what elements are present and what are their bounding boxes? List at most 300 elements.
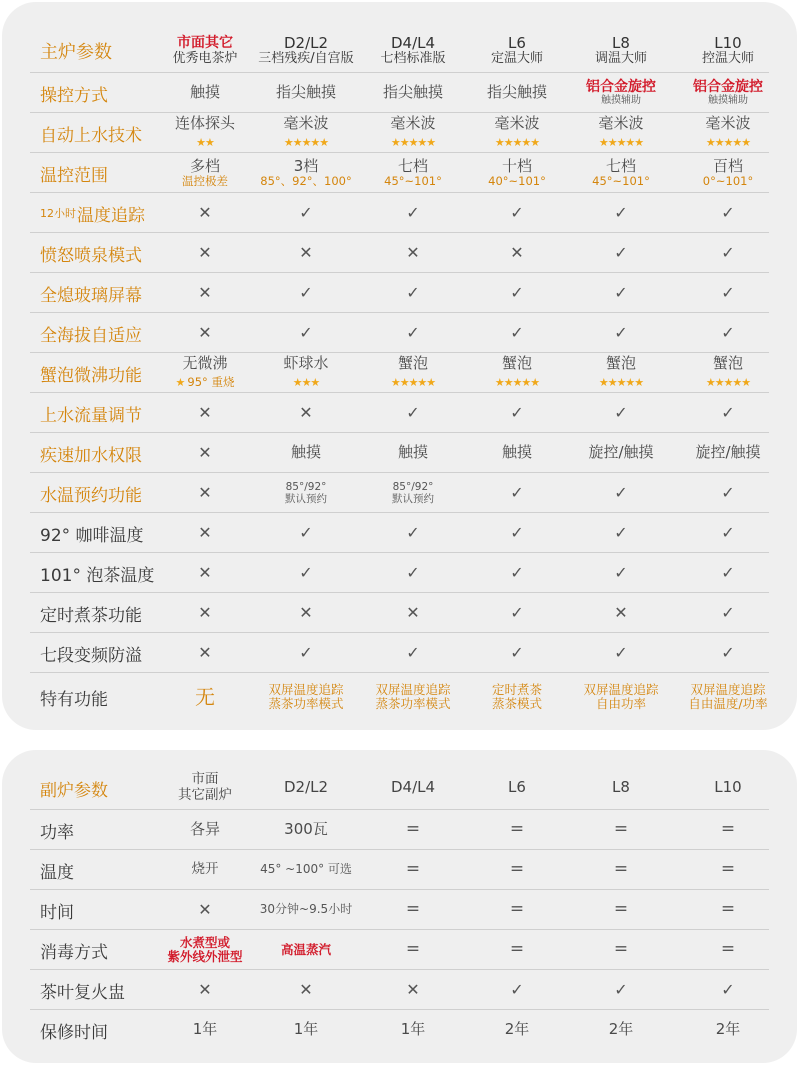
sub-cell (465, 810, 569, 850)
check-icon: ✓ (299, 322, 313, 342)
main-cell (465, 553, 569, 593)
cross-icon: ✕ (198, 202, 212, 222)
row-label (40, 633, 142, 673)
feature-line: 双屏温度追踪 (375, 681, 451, 697)
main-column-header (254, 32, 358, 70)
cell-subvalue: 40°~101° (488, 174, 546, 189)
check-icon: ✓ (299, 202, 313, 222)
main-cell (569, 473, 673, 513)
main-cell (254, 633, 358, 673)
equal-icon: = (613, 819, 629, 840)
row-label-text: 温度追踪 (77, 205, 145, 226)
check-icon: ✓ (299, 522, 313, 542)
main-cell (465, 473, 569, 513)
star-icon: ★★★★★ (390, 136, 436, 150)
star-icon: ★★★★★ (283, 136, 329, 150)
row-label-text: 愤怒喷泉模式 (40, 245, 142, 266)
check-icon: ✓ (510, 642, 524, 662)
main-row (30, 632, 769, 673)
cell-value: 烧开 (191, 861, 219, 878)
check-icon: ✓ (721, 482, 735, 502)
row-label (40, 593, 142, 633)
main-cell (465, 233, 569, 273)
check-icon: ✓ (614, 282, 628, 302)
sub-column-header (569, 768, 673, 808)
cross-icon: ✕ (406, 242, 420, 262)
equal-icon: = (509, 939, 525, 960)
star-icon: ★★★★★ (598, 136, 644, 150)
main-cell (254, 233, 358, 273)
cell-value: 旋控/触摸 (588, 443, 654, 462)
cross-icon: ✕ (198, 282, 212, 302)
sub-cell (569, 810, 673, 850)
cell-value: 铝合金旋控 (586, 79, 656, 96)
sub-cell (569, 970, 673, 1010)
main-cell (569, 593, 673, 633)
star-rating (599, 132, 643, 150)
cross-icon: ✕ (299, 979, 313, 999)
sub-cell (569, 890, 673, 930)
cell-value: 触摸 (189, 83, 220, 102)
feature-line: 自由功率 (595, 696, 646, 711)
column-header-line2: 控温大师 (701, 51, 754, 67)
star-icon: ★★★★★ (705, 136, 751, 150)
check-icon: ✓ (721, 562, 735, 582)
main-cell (361, 313, 465, 353)
check-icon: ✓ (721, 402, 735, 422)
main-row (30, 352, 769, 393)
main-cell (361, 113, 465, 153)
column-header-line1: L8 (612, 33, 630, 52)
sub-cell (676, 810, 780, 850)
main-cell (361, 233, 465, 273)
check-icon: ✓ (721, 242, 735, 262)
sub-cell (676, 890, 780, 930)
main-row (30, 472, 769, 513)
row-label-text: 全海拔自适应 (40, 325, 142, 346)
feature-line: 蒸茶功率模式 (375, 696, 451, 711)
cell-subvalue: 触摸辅助 (708, 95, 748, 107)
cross-icon: ✕ (198, 979, 212, 999)
cell-subvalue: 85°、92°、100° (260, 174, 352, 189)
check-icon: ✓ (510, 482, 524, 502)
sub-cell (254, 930, 358, 970)
cross-icon: ✕ (198, 562, 212, 582)
row-label-text: 水温预约功能 (40, 485, 142, 506)
check-icon: ✓ (510, 979, 524, 999)
sub-cell (254, 970, 358, 1010)
main-row (30, 592, 769, 633)
star-icon: ★ (175, 376, 185, 390)
row-label-text: 蟹泡微沸功能 (40, 365, 142, 386)
check-icon: ✓ (614, 642, 628, 662)
main-cell (676, 193, 780, 233)
equal-icon: = (613, 899, 629, 920)
cross-icon: ✕ (406, 979, 420, 999)
row-label-text: 操控方式 (40, 85, 108, 106)
cell-value: 七档 (605, 156, 636, 175)
sub-cell (465, 890, 569, 930)
cell-value: 1年 (192, 1020, 218, 1039)
equal-icon: = (720, 819, 736, 840)
row-label (40, 473, 142, 513)
star-icon: ★★★★★ (390, 376, 436, 390)
check-icon: ✓ (406, 322, 420, 342)
main-cell (676, 73, 780, 113)
star-icon: ★★★★★ (598, 376, 644, 390)
star-rating (706, 132, 750, 150)
cell-value: 300瓦 (284, 820, 328, 839)
sub-cell (254, 850, 358, 890)
column-header-line1: D2/L2 (283, 778, 329, 797)
main-column-header (361, 32, 465, 70)
cross-icon: ✕ (198, 602, 212, 622)
cell-subvalue: 触摸辅助 (601, 95, 641, 107)
main-column-header (465, 32, 569, 70)
main-row (30, 152, 769, 193)
main-cell (254, 593, 358, 633)
sub-row (30, 849, 769, 890)
check-icon: ✓ (721, 322, 735, 342)
main-cell (153, 153, 257, 193)
main-cell (153, 233, 257, 273)
cell-value: 蟹泡 (712, 354, 743, 373)
row-label-text: 特有功能 (40, 689, 108, 710)
check-icon: ✓ (614, 202, 628, 222)
main-cell (361, 513, 465, 553)
main-cell (676, 113, 780, 153)
cell-value: 3档 (293, 156, 319, 175)
check-icon: ✓ (510, 602, 524, 622)
main-cell (676, 313, 780, 353)
main-cell (361, 553, 465, 593)
main-cell (254, 193, 358, 233)
cell-value: 触摸 (397, 443, 428, 462)
main-cell (254, 393, 358, 433)
cross-icon: ✕ (510, 242, 524, 262)
cell-value: 无 (195, 684, 215, 709)
disinfect-line: 水煮型或 (179, 934, 230, 950)
sub-cell (361, 1010, 465, 1050)
star-rating (196, 132, 214, 150)
star-icon: ★★★★★ (494, 136, 540, 150)
row-label-text: 92° 咖啡温度 (40, 525, 144, 546)
main-cell (569, 273, 673, 313)
row-label: 时间 (40, 902, 74, 923)
main-row (30, 392, 769, 433)
cell-value: 铝合金旋控 (693, 79, 763, 96)
main-header-row (30, 32, 769, 70)
star-rating (706, 372, 750, 390)
cell-value: 2年 (608, 1020, 634, 1039)
main-cell (465, 353, 569, 393)
cell-value: 旋控/触摸 (695, 443, 761, 462)
cell-value: 毫米波 (283, 114, 329, 133)
main-cell (569, 353, 673, 393)
check-icon: ✓ (406, 562, 420, 582)
sub-row (30, 889, 769, 930)
cell-value: 多档 (189, 156, 220, 175)
cell-subvalue: 默认预约 (285, 493, 327, 505)
sub-cell (153, 850, 257, 890)
cell-value: 触摸 (290, 443, 321, 462)
cross-icon: ✕ (198, 482, 212, 502)
main-cell (465, 513, 569, 553)
main-cell (676, 633, 780, 673)
cell-value: 触摸 (501, 443, 532, 462)
cell-value: 毫米波 (598, 114, 644, 133)
cell-value: 百档 (712, 156, 743, 175)
cell-value: 毫米波 (390, 114, 436, 133)
sub-column-header (254, 768, 358, 808)
main-cell (569, 433, 673, 473)
column-header-line1: L6 (508, 778, 526, 797)
row-label (40, 233, 142, 273)
main-cell (254, 553, 358, 593)
equal-icon: = (509, 899, 525, 920)
check-icon: ✓ (510, 282, 524, 302)
sub-cell (153, 810, 257, 850)
sub-column-header (361, 768, 465, 808)
row-label-text: 温控范围 (40, 165, 108, 186)
main-cell (465, 73, 569, 113)
cell-value: 指尖触摸 (275, 83, 336, 102)
column-header-line1: D4/L4 (390, 33, 436, 52)
cell-value: 指尖触摸 (486, 83, 547, 102)
cell-value: 无微沸 (182, 354, 228, 373)
cell-value: 毫米波 (494, 114, 540, 133)
star-rating (293, 372, 320, 390)
row-label (40, 113, 142, 153)
main-cell (465, 273, 569, 313)
cross-icon: ✕ (198, 642, 212, 662)
main-cell (254, 513, 358, 553)
main-column-header (676, 32, 780, 70)
star-icon: ★★★ (292, 376, 320, 390)
main-cell (569, 513, 673, 553)
star-icon: ★★★★★ (494, 376, 540, 390)
feature-line: 蒸茶模式 (491, 696, 542, 711)
row-label: 温度 (40, 862, 74, 883)
check-icon: ✓ (510, 402, 524, 422)
row-label-text: 上水流量调节 (40, 405, 142, 426)
check-icon: ✓ (510, 322, 524, 342)
main-cell (153, 593, 257, 633)
row-label (40, 393, 142, 433)
equal-icon: = (613, 939, 629, 960)
check-icon: ✓ (614, 402, 628, 422)
main-cell (676, 553, 780, 593)
check-icon: ✓ (614, 482, 628, 502)
check-icon: ✓ (406, 402, 420, 422)
main-cell (153, 633, 257, 673)
sub-cell (465, 970, 569, 1010)
main-cell (676, 433, 780, 473)
main-cell (361, 473, 465, 513)
cell-value: 蟹泡 (605, 354, 636, 373)
check-icon: ✓ (721, 282, 735, 302)
main-cell (569, 233, 673, 273)
main-cell (361, 593, 465, 633)
sub-cell (676, 1010, 780, 1050)
star-rating (391, 372, 435, 390)
main-row (30, 192, 769, 233)
feature-line: 定时煮茶 (491, 681, 542, 697)
equal-icon: = (720, 859, 736, 880)
main-cell (465, 433, 569, 473)
row-label (40, 353, 142, 393)
check-icon: ✓ (614, 322, 628, 342)
cell-value: 2年 (715, 1020, 741, 1039)
main-row (30, 552, 769, 593)
check-icon: ✓ (614, 562, 628, 582)
row-label-text: 101° 泡茶温度 (40, 565, 155, 586)
main-cell (676, 353, 780, 393)
sub-cell (361, 810, 465, 850)
main-cell (153, 673, 257, 721)
main-cell (569, 113, 673, 153)
row-label: 功率 (40, 822, 74, 843)
equal-icon: = (405, 819, 421, 840)
cell-value: 毫米波 (705, 114, 751, 133)
main-cell (153, 313, 257, 353)
main-cell (676, 513, 780, 553)
sub-cell (361, 930, 465, 970)
cell-subvalue: 85°/92° (285, 480, 327, 493)
main-cell (153, 353, 257, 393)
equal-icon: = (405, 899, 421, 920)
sub-column-header (676, 768, 780, 808)
check-icon: ✓ (510, 522, 524, 542)
row-label-text: 自动上水技术 (40, 125, 142, 146)
main-column-header (153, 32, 257, 70)
star-icon: ★★★★★ (705, 376, 751, 390)
cell-value: 2年 (504, 1020, 530, 1039)
column-header-line1: D2/L2 (283, 33, 329, 52)
sub-cell (254, 1010, 358, 1050)
main-furnace-panel (2, 2, 797, 730)
main-cell (254, 433, 358, 473)
main-cell (153, 73, 257, 113)
check-icon: ✓ (299, 642, 313, 662)
check-icon: ✓ (299, 282, 313, 302)
cell-subvalue: 85°/92° (392, 480, 434, 493)
row-label (40, 193, 145, 233)
equal-icon: = (405, 859, 421, 880)
sub-row (30, 1009, 769, 1050)
star-icon: ★★ (196, 136, 214, 150)
cross-icon: ✕ (198, 442, 212, 462)
cell-subvalue: 45°~101° (384, 174, 442, 189)
star-rating (284, 132, 328, 150)
star-rating (391, 132, 435, 150)
cross-icon: ✕ (198, 322, 212, 342)
column-header-line1: L8 (612, 778, 630, 797)
main-column-header (569, 32, 673, 70)
main-cell (254, 313, 358, 353)
sub-header-row (30, 768, 769, 808)
main-cell (569, 633, 673, 673)
check-icon: ✓ (721, 602, 735, 622)
main-cell (254, 353, 358, 393)
main-cell (465, 313, 569, 353)
sub-cell (569, 1010, 673, 1050)
main-cell (569, 553, 673, 593)
cell-value: 蟹泡 (397, 354, 428, 373)
column-header-line2: 调温大师 (594, 51, 647, 67)
main-cell (465, 593, 569, 633)
main-cell (569, 73, 673, 113)
main-cell (153, 273, 257, 313)
sub-column-header (153, 768, 257, 808)
star-rating (599, 372, 643, 390)
cross-icon: ✕ (299, 402, 313, 422)
main-cell (361, 73, 465, 113)
cell-value: 各异 (189, 820, 220, 839)
main-cell (676, 673, 780, 721)
check-icon: ✓ (614, 979, 628, 999)
column-header-line1: L10 (714, 778, 742, 797)
check-icon: ✓ (406, 522, 420, 542)
main-row (30, 72, 769, 113)
main-cell (465, 633, 569, 673)
sub-row (30, 809, 769, 850)
main-cell (254, 273, 358, 313)
feature-line: 蒸茶功率模式 (268, 696, 344, 711)
main-cell (465, 393, 569, 433)
main-cell (361, 673, 465, 721)
main-row (30, 512, 769, 553)
check-icon: ✓ (299, 562, 313, 582)
cell-subvalue: 95° 重烧 (187, 375, 235, 390)
sub-row (30, 969, 769, 1010)
main-cell (361, 153, 465, 193)
cell-subvalue: 0°~101° (702, 174, 754, 189)
sub-cell (676, 970, 780, 1010)
sub-cell (361, 890, 465, 930)
main-cell (569, 153, 673, 193)
main-row (30, 272, 769, 313)
sub-cell (465, 1010, 569, 1050)
row-label (40, 73, 108, 113)
cross-icon: ✕ (198, 242, 212, 262)
main-cell (153, 553, 257, 593)
sub-cell (361, 970, 465, 1010)
equal-icon: = (720, 899, 736, 920)
cell-value: 虾球水 (283, 354, 329, 373)
sub-cell (465, 850, 569, 890)
check-icon: ✓ (721, 522, 735, 542)
main-cell (676, 233, 780, 273)
cross-icon: ✕ (614, 602, 628, 622)
sub-cell (361, 850, 465, 890)
cell-value: 45° ~100° 可选 (260, 862, 352, 877)
main-cell (676, 153, 780, 193)
column-header-line2: 七档标准版 (380, 51, 446, 67)
sub-cell (153, 890, 257, 930)
column-header-line1: D4/L4 (390, 778, 436, 797)
cross-icon: ✕ (198, 522, 212, 542)
main-row (30, 232, 769, 273)
main-cell (676, 393, 780, 433)
sub-cell (676, 930, 780, 970)
main-cell (361, 433, 465, 473)
row-label (40, 273, 142, 313)
row-label (40, 513, 144, 553)
check-icon: ✓ (510, 202, 524, 222)
cell-value: 30分钟~9.5小时 (259, 902, 353, 917)
column-header-line1: L10 (714, 33, 742, 52)
